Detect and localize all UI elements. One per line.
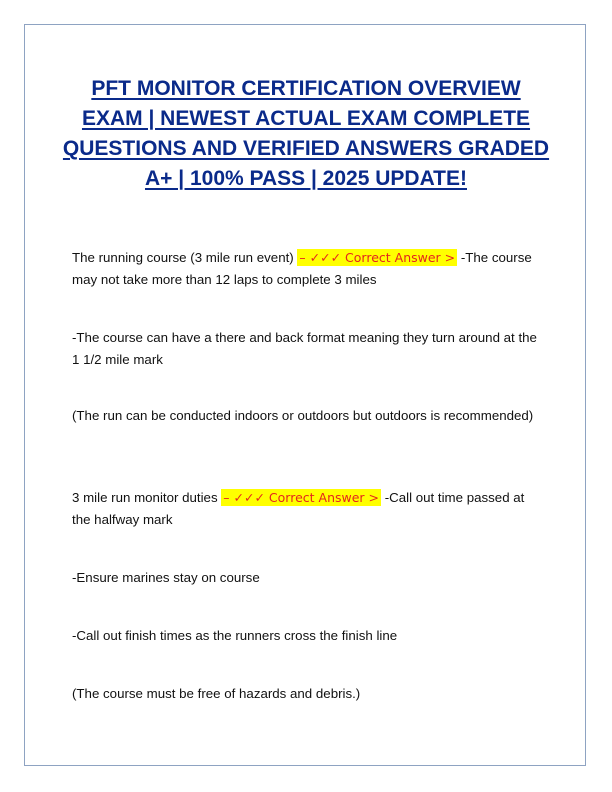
paragraph-indoors-outdoors: (The run can be conducted indoors or outdoors but outdoors is recommended) xyxy=(72,408,534,423)
paragraph-finish-times: -Call out finish times as the runners cross the finish line xyxy=(72,628,398,643)
qa-paragraph-monitor-duties xyxy=(72,487,542,531)
question-text: 3 mile run monitor duties xyxy=(72,490,222,505)
paragraph-stay-on-course: -Ensure marines stay on course xyxy=(72,570,260,585)
correct-answer-marker: – ✓✓✓ Correct Answer > xyxy=(299,250,456,265)
document-title xyxy=(60,74,552,194)
paragraph-there-and-back: -The course can have a there and back format meaning they turn around at the 1 1/2 mile mark xyxy=(72,330,537,367)
paragraph-hazards-debris: (The course must be free of hazards and debris.) xyxy=(72,686,361,701)
answer-text: -The course may not take more than 12 laps to complete 3 miles xyxy=(72,250,532,287)
correct-answer-marker: – ✓✓✓ Correct Answer > xyxy=(223,490,379,505)
answer-text: -Call out time passed at the halfway mark xyxy=(72,490,525,527)
question-text: The running course (3 mile run event) xyxy=(72,250,298,265)
qa-paragraph-running-course xyxy=(72,247,542,291)
document-title-text: PFT MONITOR CERTIFICATION OVERVIEW EXAM | NEWEST ACTUAL EXAM COMPLETE QUESTIONS AND VERIFIED ANSWERS GRADED A+ | 100% PASS | 2025 UPDATE! xyxy=(62,77,550,190)
